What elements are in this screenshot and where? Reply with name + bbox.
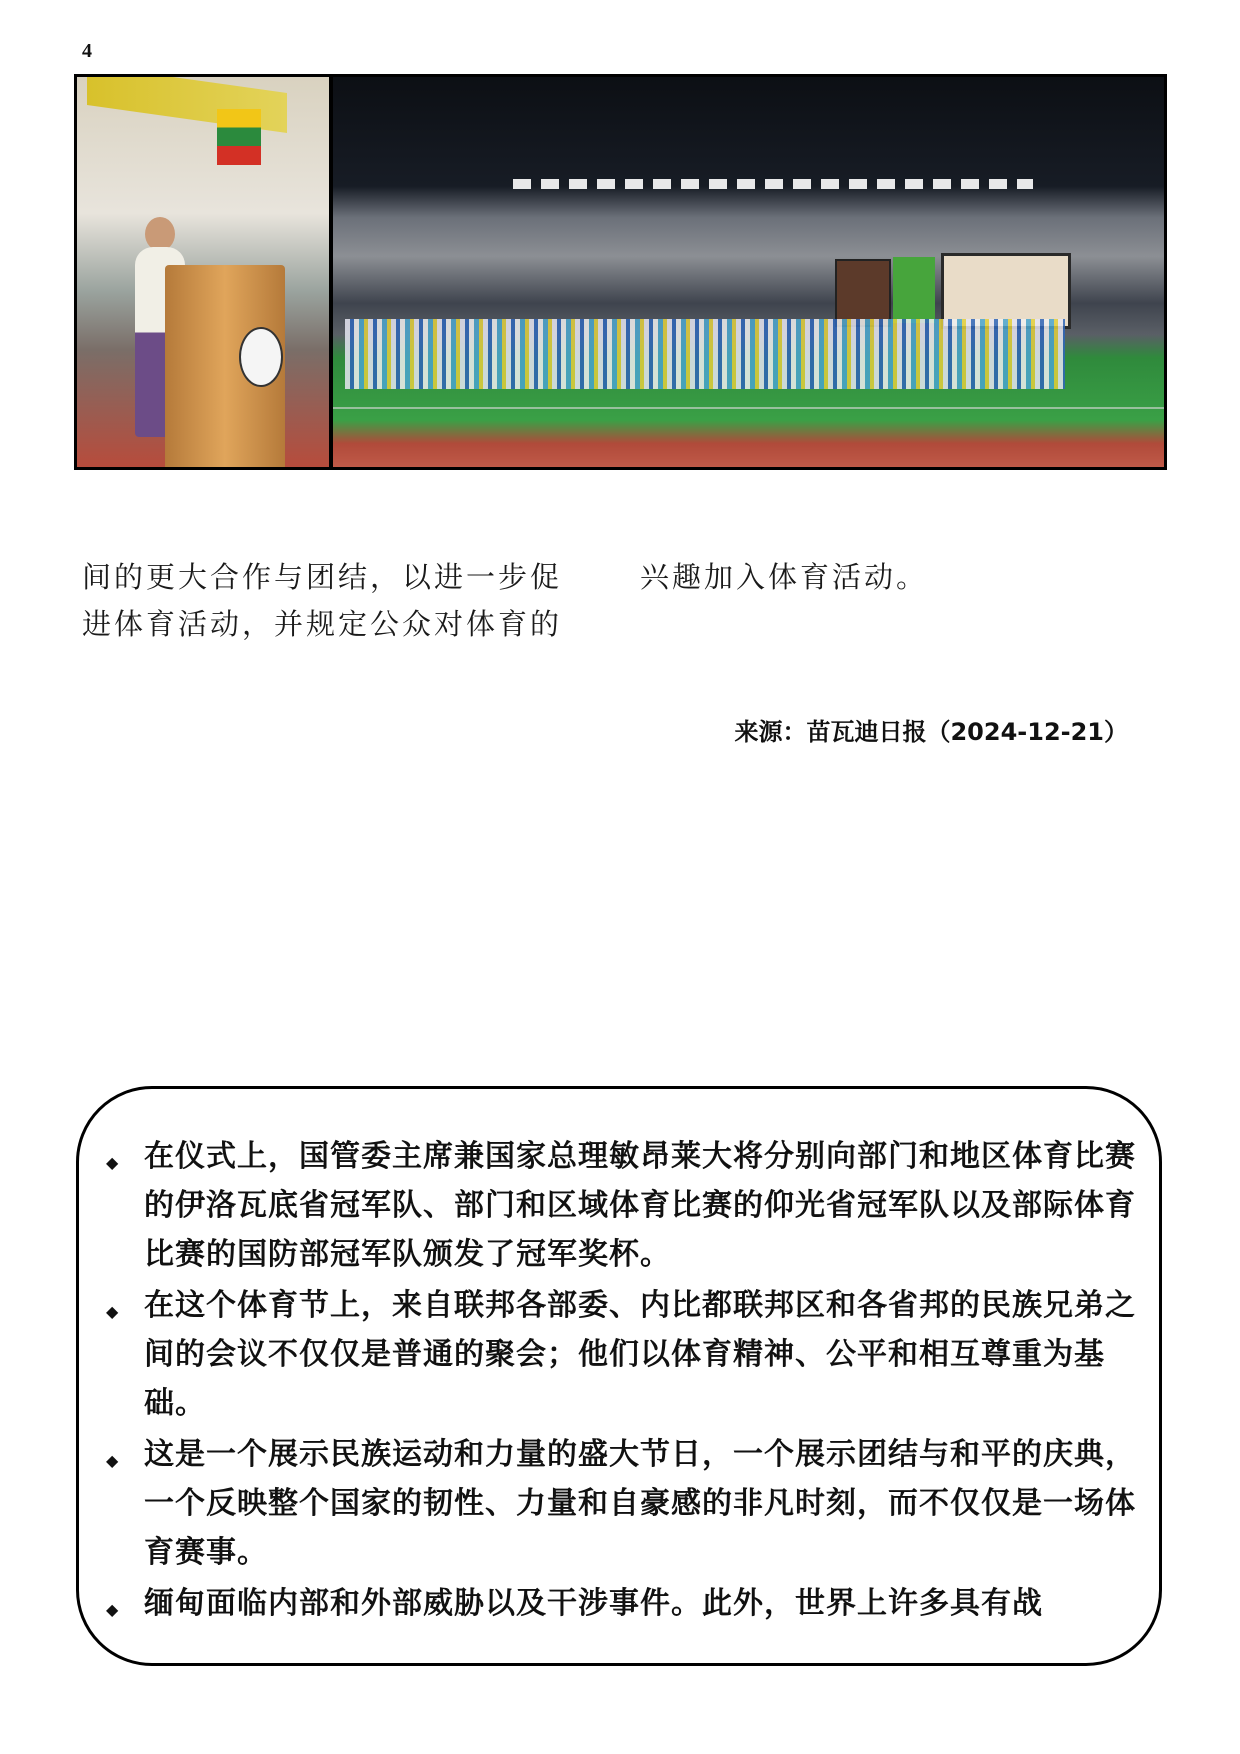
article-left-column xyxy=(82,554,622,648)
summary-bullet-text: 缅甸面临内部和外部威胁以及干涉事件。此外，世界上许多具有战 xyxy=(144,1586,1043,1621)
summary-bullet-text: 这是一个展示民族运动和力量的盛大节日，一个展示团结与和平的庆典，一个反映整个国家的韧性、力量和自豪感的非凡时刻，而不仅仅是一场体育赛事。 xyxy=(144,1437,1136,1570)
summary-bullet-text: 在仪式上，国管委主席兼国家总理敏昂莱大将分别向部门和地区体育比赛的伊洛瓦底省冠军队、部门和区域体育比赛的仰光省冠军队以及部际体育比赛的国防部冠军队颁发了冠军奖杯。 xyxy=(144,1139,1136,1272)
summary-bullet-item xyxy=(102,1579,1138,1628)
stadium-lights-graphic xyxy=(513,179,1033,189)
summary-bullet-item xyxy=(102,1281,1138,1428)
article-line: 间的更大合作与团结，以进一步促 xyxy=(82,560,563,594)
article-line: 进体育活动，并规定公众对体育的 xyxy=(82,607,563,641)
stadium-screen-graphic xyxy=(835,259,891,327)
summary-bullet-list xyxy=(102,1132,1138,1630)
flag-graphic xyxy=(217,109,261,165)
article-right-column xyxy=(640,554,1160,601)
parade-crowd-graphic xyxy=(345,319,1065,389)
source-citation: 来源：苗瓦迪日报（2024-12-21） xyxy=(734,718,1128,746)
stadium-screen-graphic xyxy=(941,253,1071,329)
speaker-head-graphic xyxy=(145,217,175,251)
summary-bullet-item xyxy=(102,1132,1138,1279)
diamond-bullet-icon: ◆ xyxy=(106,1451,120,1470)
speaker-at-podium-photo xyxy=(77,77,333,467)
photo-strip xyxy=(74,74,1167,470)
diamond-bullet-icon: ◆ xyxy=(106,1302,120,1321)
page-number: 4 xyxy=(82,40,92,62)
summary-bullet-item xyxy=(102,1430,1138,1577)
stadium-ceremony-photo xyxy=(333,77,1164,467)
article-line: 兴趣加入体育活动。 xyxy=(640,560,929,594)
diamond-bullet-icon: ◆ xyxy=(106,1600,120,1619)
olympic-logo-icon xyxy=(239,327,283,387)
track-line-graphic xyxy=(333,407,1164,409)
stadium-screen-graphic xyxy=(893,257,935,323)
summary-bullet-text: 在这个体育节上，来自联邦各部委、内比都联邦区和各省邦的民族兄弟之间的会议不仅仅是普通的聚会；他们以体育精神、公平和相互尊重为基础。 xyxy=(144,1288,1136,1421)
diamond-bullet-icon: ◆ xyxy=(106,1153,120,1172)
